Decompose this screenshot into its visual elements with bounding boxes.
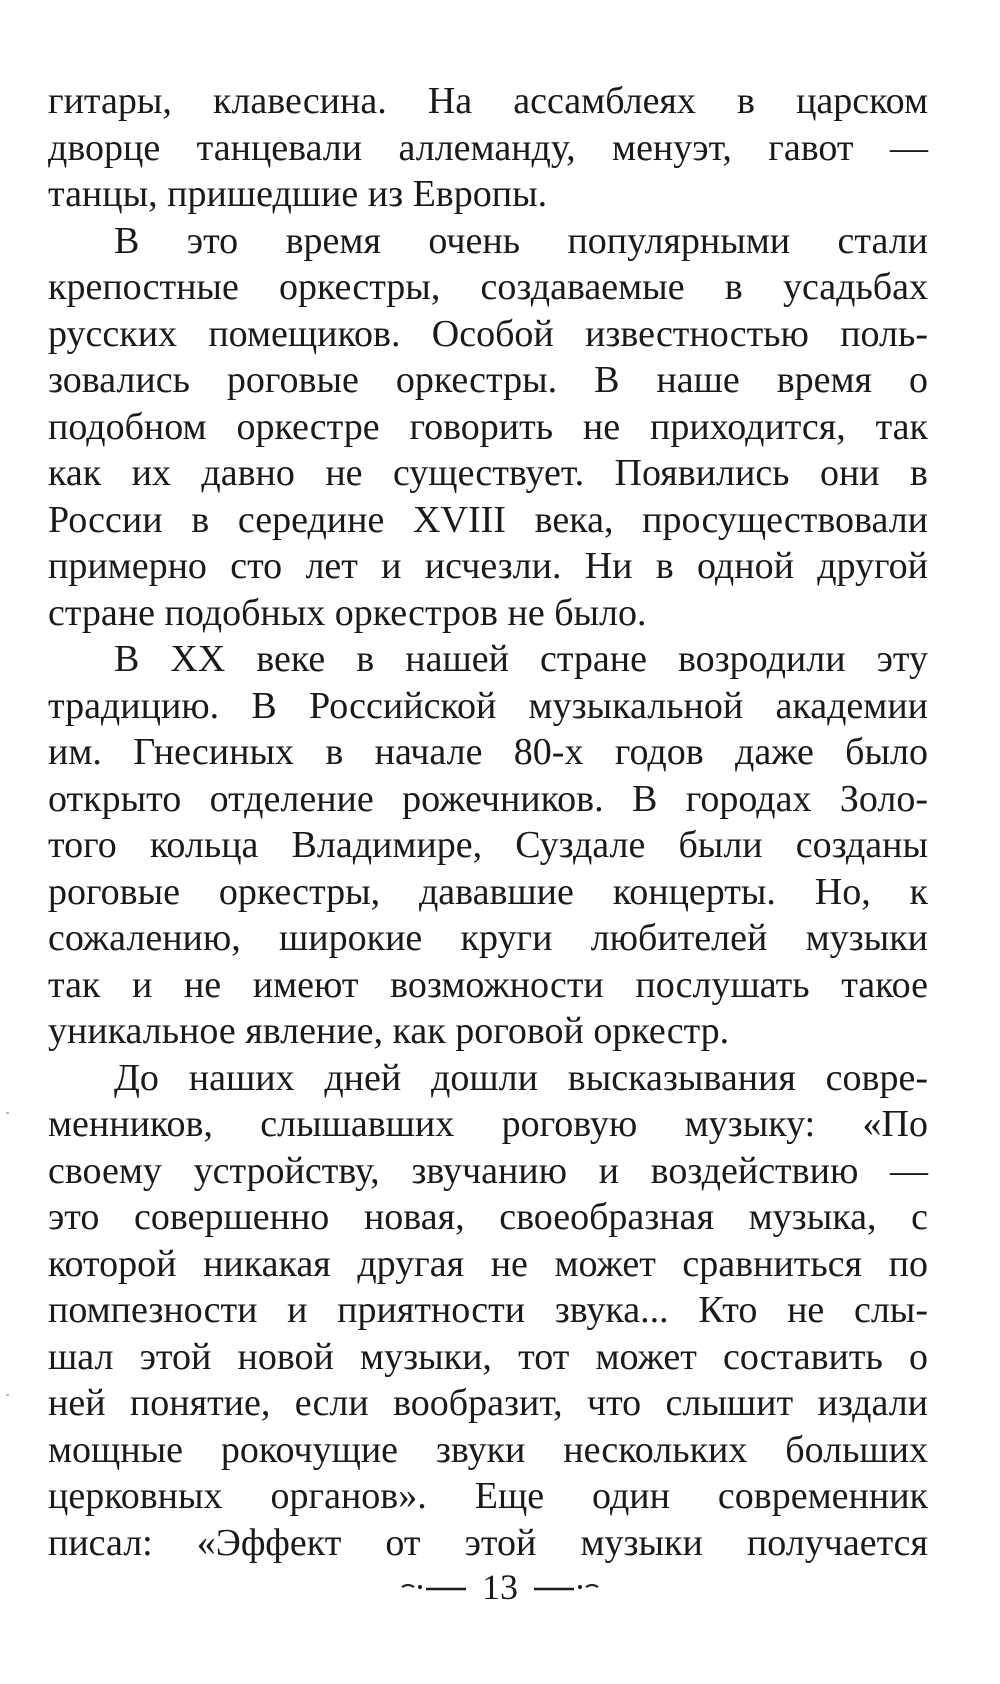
text-line: так и не имеют возможности послушать такое xyxy=(48,963,928,1006)
text-line: своему устройству, звучанию и воздействию — xyxy=(48,1149,928,1192)
text-line: роговые оркестры, дававшие концерты. Но, к xyxy=(48,870,928,913)
scan-speck xyxy=(6,1112,9,1114)
text-line: стране подобных оркестров не было. xyxy=(48,591,647,634)
text-line: это совершенно новая, своеобразная музыка, с xyxy=(48,1196,928,1238)
text-line: им. Гнесиных в начале 80-х годов даже было xyxy=(48,731,928,773)
text-line: России в середине XVIII века, просуществовали xyxy=(48,498,928,541)
paragraph xyxy=(48,636,928,1055)
text-line: В это время очень популярными стали xyxy=(114,219,928,262)
text-line: менников, слышавших роговую музыку: «По xyxy=(48,1103,928,1145)
paragraph xyxy=(48,1055,928,1567)
text-line: традицию. В Российской музыкальной академии xyxy=(48,684,928,727)
page-number: 13 xyxy=(482,1567,518,1607)
paragraph xyxy=(48,78,928,218)
text-line: которой никакая другая не может сравниться по xyxy=(48,1242,928,1285)
text-line: уникальное явление, как роговой оркестр. xyxy=(48,1010,730,1052)
text-line: гитары, клавесина. На ассамблеях в царском xyxy=(48,80,928,122)
text-line: открыто отделение рожечников. В городах Золо- xyxy=(48,777,928,820)
paragraph xyxy=(48,218,928,637)
scan-speck xyxy=(6,1394,9,1396)
page-footer xyxy=(0,1562,1000,1612)
body-text xyxy=(48,78,928,1566)
text-line: крепостные оркестры, создаваемые в усадьбах xyxy=(48,266,928,308)
text-line: До наших дней дошли высказывания совре- xyxy=(114,1056,928,1099)
text-line: писал: «Эффект от этой музыки получается xyxy=(48,1521,928,1564)
text-line: подобном оркестре говорить не приходится, так xyxy=(48,405,928,448)
text-line: примерно сто лет и исчезли. Ни в одной другой xyxy=(48,545,928,587)
text-line: того кольца Владимире, Суздале были созданы xyxy=(48,824,928,866)
text-line: дворце танцевали аллеманду, менуэт, гавот — xyxy=(48,126,928,169)
text-line: как их давно не существует. Появились они в xyxy=(48,452,928,494)
text-line: ней понятие, если вообразит, что слышит издали xyxy=(48,1382,928,1424)
text-line: церковных органов». Еще один современник xyxy=(48,1475,928,1517)
left-ornament-icon xyxy=(400,1577,470,1597)
text-line: шал этой новой музыки, тот может составить о xyxy=(48,1335,928,1378)
text-line: русских помещиков. Особой известностью поль- xyxy=(48,312,928,355)
text-line: В XX веке в нашей стране возродили эту xyxy=(114,638,928,680)
text-line: помпезности и приятности звука... Кто не слы- xyxy=(48,1289,928,1331)
text-line: танцы, пришедшие из Европы. xyxy=(48,173,548,215)
text-line: сожалению, широкие круги любителей музыки xyxy=(48,917,928,959)
text-line: зовались роговые оркестры. В наше время о xyxy=(48,359,928,401)
right-ornament-icon xyxy=(530,1577,600,1597)
text-line: мощные рокочущие звуки нескольких больших xyxy=(48,1428,928,1471)
